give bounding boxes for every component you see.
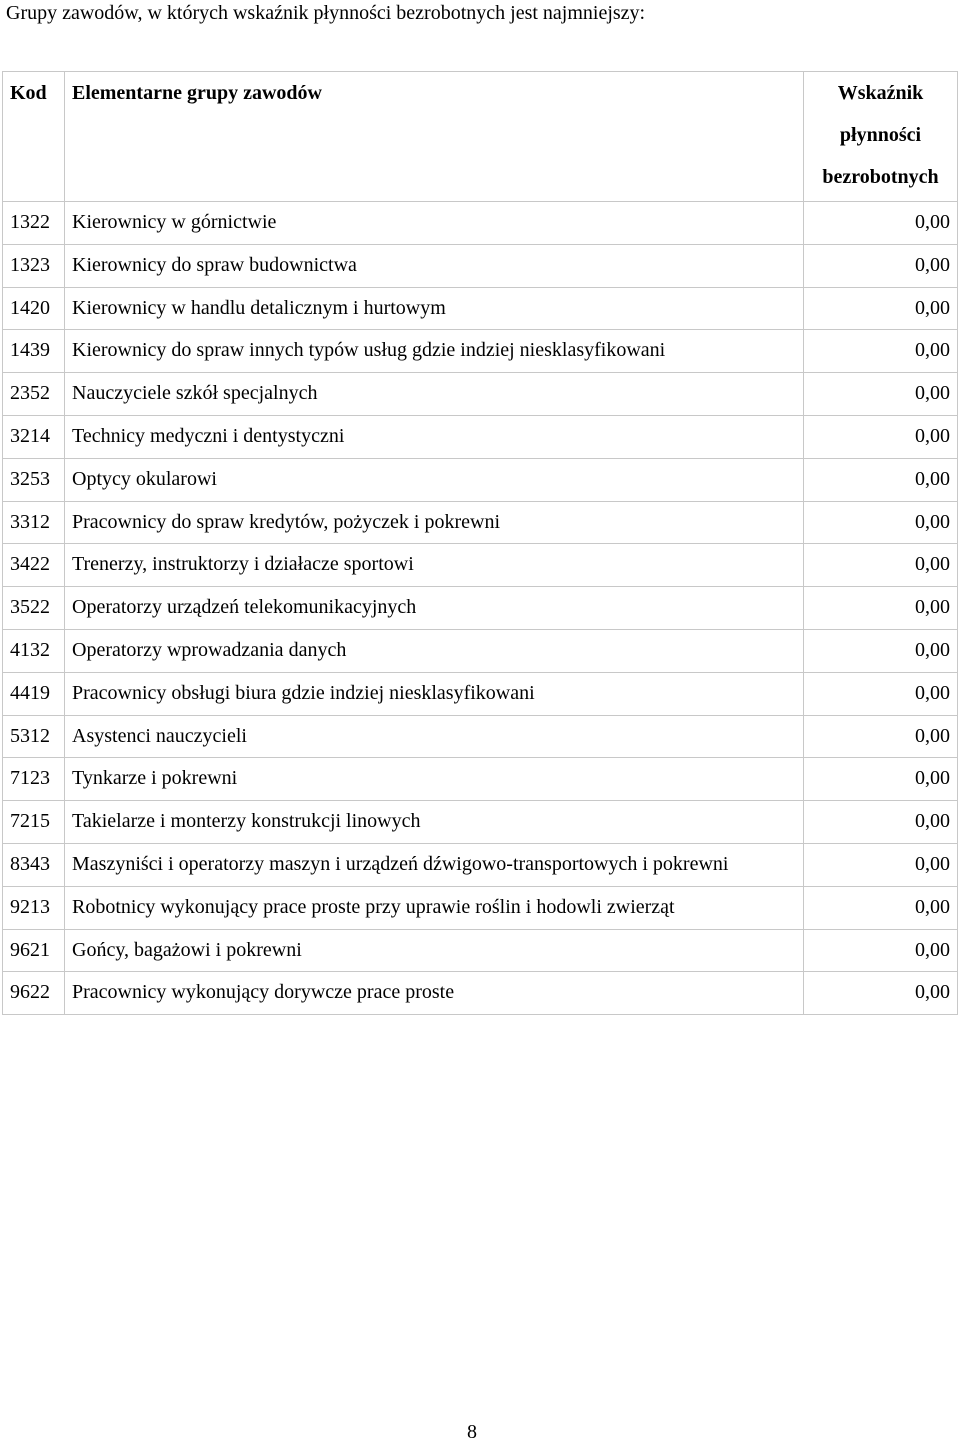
row-occupation-name: Gońcy, bagażowi i pokrewni xyxy=(65,929,804,972)
table-row xyxy=(3,972,958,1015)
row-occupation-name: Asystenci nauczycieli xyxy=(65,715,804,758)
table-row xyxy=(3,244,958,287)
table-row xyxy=(3,629,958,672)
table-header-row xyxy=(3,72,958,202)
row-code: 2352 xyxy=(3,373,65,416)
row-value: 0,00 xyxy=(804,843,958,886)
row-code: 4419 xyxy=(3,672,65,715)
occupations-table xyxy=(2,71,958,1015)
table-row xyxy=(3,929,958,972)
table-body xyxy=(3,202,958,1015)
row-value: 0,00 xyxy=(804,672,958,715)
table-row xyxy=(3,501,958,544)
row-value: 0,00 xyxy=(804,330,958,373)
table-row xyxy=(3,672,958,715)
row-code: 7215 xyxy=(3,801,65,844)
row-value: 0,00 xyxy=(804,972,958,1015)
row-occupation-name: Maszyniści i operatorzy maszyn i urządzeń dźwigowo-transportowych i pokrewni xyxy=(65,843,804,886)
row-occupation-name: Operatorzy urządzeń telekomunikacyjnych xyxy=(65,587,804,630)
row-value: 0,00 xyxy=(804,886,958,929)
table-row xyxy=(3,202,958,245)
row-code: 7123 xyxy=(3,758,65,801)
row-value: 0,00 xyxy=(804,715,958,758)
table-row xyxy=(3,758,958,801)
row-code: 3312 xyxy=(3,501,65,544)
row-value: 0,00 xyxy=(804,629,958,672)
table-row xyxy=(3,843,958,886)
row-value: 0,00 xyxy=(804,801,958,844)
row-occupation-name: Kierownicy w górnictwie xyxy=(65,202,804,245)
row-value: 0,00 xyxy=(804,244,958,287)
row-code: 1322 xyxy=(3,202,65,245)
row-code: 9622 xyxy=(3,972,65,1015)
row-occupation-name: Operatorzy wprowadzania danych xyxy=(65,629,804,672)
row-occupation-name: Pracownicy wykonujący dorywcze prace proste xyxy=(65,972,804,1015)
row-occupation-name: Tynkarze i pokrewni xyxy=(65,758,804,801)
table-row xyxy=(3,373,958,416)
row-code: 3214 xyxy=(3,415,65,458)
row-value: 0,00 xyxy=(804,929,958,972)
row-occupation-name: Pracownicy do spraw kredytów, pożyczek i pokrewni xyxy=(65,501,804,544)
row-occupation-name: Technicy medyczni i dentystyczni xyxy=(65,415,804,458)
row-value: 0,00 xyxy=(804,458,958,501)
table-row xyxy=(3,886,958,929)
row-code: 5312 xyxy=(3,715,65,758)
row-value: 0,00 xyxy=(804,544,958,587)
row-occupation-name: Pracownicy obsługi biura gdzie indziej niesklasyfikowani xyxy=(65,672,804,715)
row-code: 3422 xyxy=(3,544,65,587)
row-value: 0,00 xyxy=(804,587,958,630)
page-heading: Grupy zawodów, w których wskaźnik płynności bezrobotnych jest najmniejszy: xyxy=(6,2,646,24)
row-occupation-name: Trenerzy, instruktorzy i działacze sportowi xyxy=(65,544,804,587)
table-row xyxy=(3,330,958,373)
row-code: 3522 xyxy=(3,587,65,630)
row-occupation-name: Kierownicy do spraw budownictwa xyxy=(65,244,804,287)
row-occupation-name: Robotnicy wykonujący prace proste przy uprawie roślin i hodowli zwierząt xyxy=(65,886,804,929)
row-value: 0,00 xyxy=(804,202,958,245)
row-occupation-name: Kierownicy w handlu detalicznym i hurtowym xyxy=(65,287,804,330)
table-row xyxy=(3,415,958,458)
row-code: 1323 xyxy=(3,244,65,287)
table-row xyxy=(3,544,958,587)
row-code: 4132 xyxy=(3,629,65,672)
row-code: 8343 xyxy=(3,843,65,886)
row-code: 3253 xyxy=(3,458,65,501)
row-code: 9621 xyxy=(3,929,65,972)
row-occupation-name: Optycy okularowi xyxy=(65,458,804,501)
table-row xyxy=(3,458,958,501)
header-code: Kod xyxy=(3,72,65,202)
row-value: 0,00 xyxy=(804,287,958,330)
row-value: 0,00 xyxy=(804,373,958,416)
table-row xyxy=(3,287,958,330)
row-code: 1420 xyxy=(3,287,65,330)
row-code: 1439 xyxy=(3,330,65,373)
table-row xyxy=(3,715,958,758)
header-value: Wskaźnik płynności bezrobotnych xyxy=(804,72,958,202)
table-row xyxy=(3,801,958,844)
page-number: 8 xyxy=(467,1421,477,1443)
table-row xyxy=(3,587,958,630)
row-value: 0,00 xyxy=(804,415,958,458)
row-occupation-name: Nauczyciele szkół specjalnych xyxy=(65,373,804,416)
row-value: 0,00 xyxy=(804,501,958,544)
row-occupation-name: Kierownicy do spraw innych typów usług gdzie indziej niesklasyfikowani xyxy=(65,330,804,373)
row-code: 9213 xyxy=(3,886,65,929)
row-value: 0,00 xyxy=(804,758,958,801)
header-name: Elementarne grupy zawodów xyxy=(65,72,804,202)
row-occupation-name: Takielarze i monterzy konstrukcji linowych xyxy=(65,801,804,844)
